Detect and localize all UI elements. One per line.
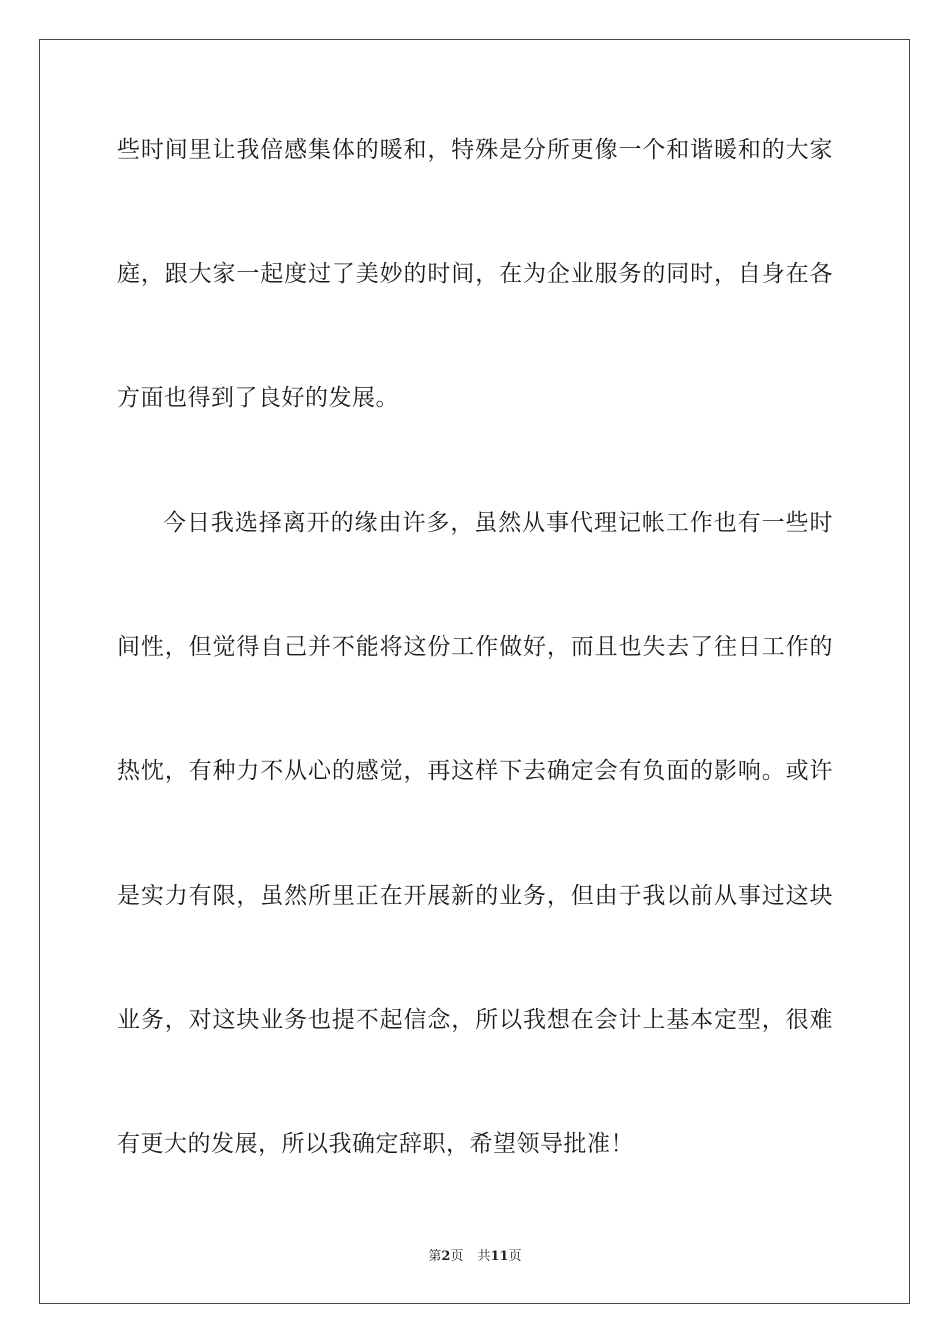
- page-footer: [0, 1245, 950, 1264]
- page-prefix: 第: [428, 1249, 442, 1264]
- total-suffix: 页: [508, 1249, 522, 1264]
- total-prefix: 共: [477, 1249, 491, 1264]
- page-number: 2: [441, 1249, 451, 1264]
- body-line-8: 业务，对这块业务也提不起信念，所以我想在会计上基本定型，很难: [117, 1007, 833, 1033]
- body-line-2: 庭，跟大家一起度过了美妙的时间，在为企业服务的同时，自身在各: [117, 261, 833, 287]
- page-border: [39, 39, 910, 1304]
- body-line-1: 些时间里让我倍感集体的暖和，特殊是分所更像一个和谐暖和的大家: [117, 137, 833, 163]
- body-line-6: 热忱，有种力不从心的感觉，再这样下去确定会有负面的影响。或许: [117, 758, 833, 784]
- page-suffix: 页: [450, 1249, 464, 1264]
- total-pages: 11: [490, 1249, 509, 1264]
- body-line-7: 是实力有限，虽然所里正在开展新的业务，但由于我以前从事过这块: [117, 883, 833, 909]
- body-line-9: 有更大的发展，所以我确定辞职，希望领导批准！: [117, 1131, 634, 1157]
- body-line-4: 今日我选择离开的缘由许多，虽然从事代理记帐工作也有一些时: [163, 510, 833, 536]
- body-line-5: 间性，但觉得自己并不能将这份工作做好，而且也失去了往日工作的: [117, 634, 833, 660]
- body-line-3: 方面也得到了良好的发展。: [117, 385, 399, 411]
